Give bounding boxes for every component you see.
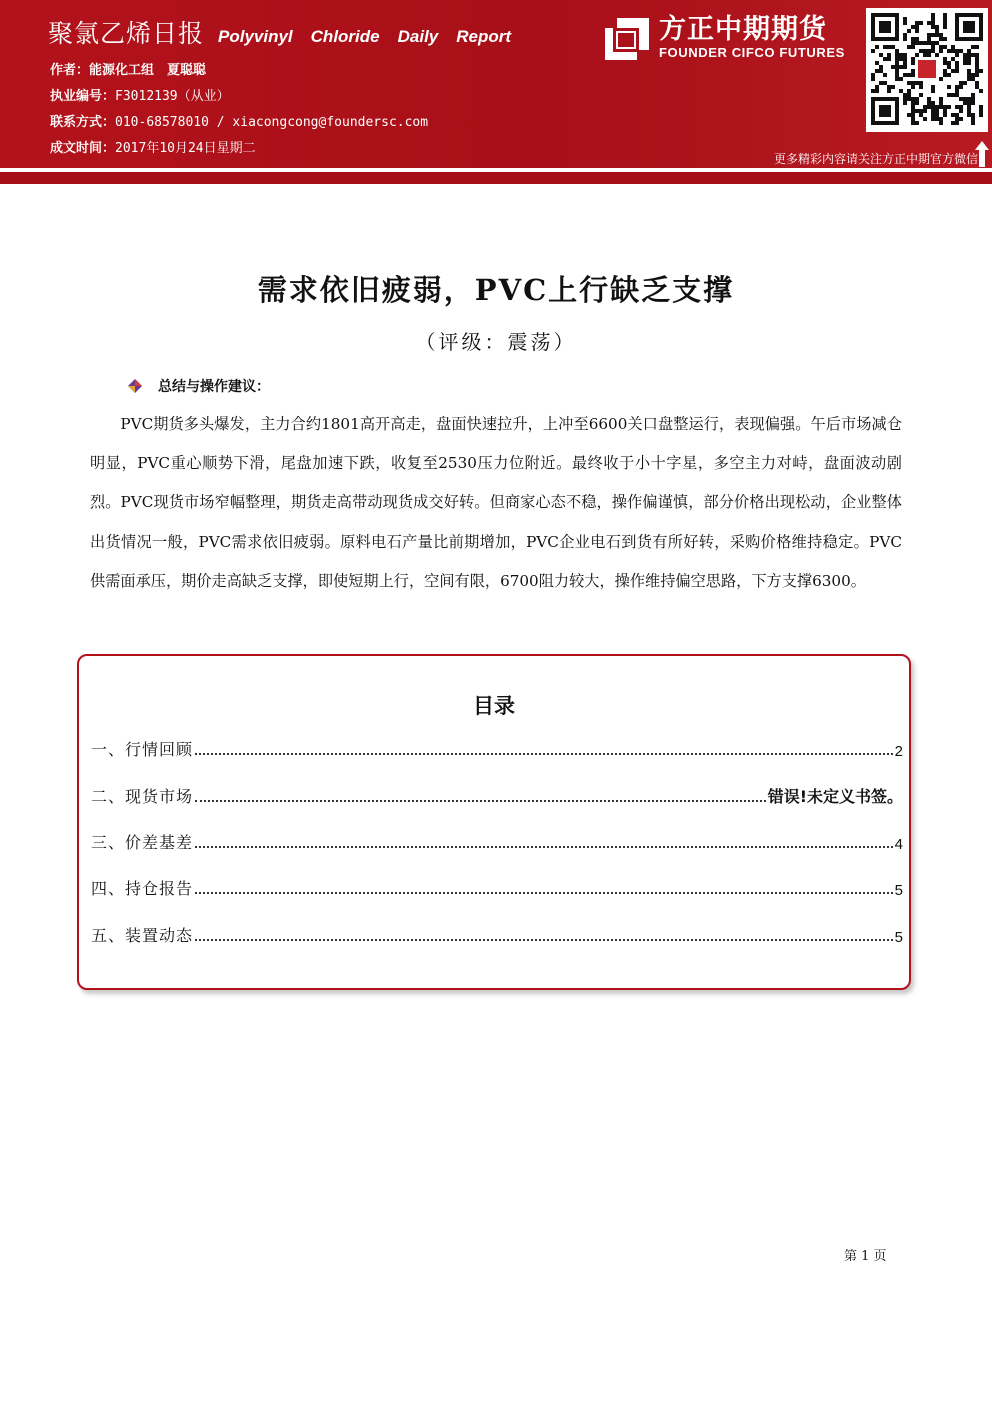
toc-entry-label: 一、行情回顾 <box>91 740 194 759</box>
toc-entry[interactable] <box>91 922 903 946</box>
meta-value: 2017年10月24日星期二 <box>115 141 256 156</box>
report-title-en-word: Polyvinyl <box>218 27 293 46</box>
toc-entry[interactable] <box>91 783 903 807</box>
author-meta <box>50 62 428 166</box>
meta-value: F3012139（从业） <box>115 89 230 104</box>
report-title-cn: 聚氯乙烯日报 <box>48 19 205 48</box>
meta-license <box>50 88 428 114</box>
diamond-bullet-icon <box>128 379 142 393</box>
section-heading-text: 总结与操作建议： <box>158 379 270 395</box>
section-heading <box>128 376 270 396</box>
logo-name-en: FOUNDER CIFCO FUTURES <box>659 45 845 60</box>
header-divider <box>0 172 992 184</box>
toc-entry-label: 四、持仓报告 <box>91 879 194 898</box>
table-of-contents <box>77 654 911 990</box>
summary-paragraph: PVC期货多头爆发，主力合约1801高开高走，盘面快速拉升，上冲至6600关口盘整运行，表现偏强。午后市场减仓明显，PVC重心顺势下滑，尾盘加速下跌，收复至2530压力位附近。最终收于小十字星，多空主力对峙，盘面波动剧烈。PVC现货市场窄幅整理，期货走高带动现货成交好转。但商家心态不稳，操作偏谨慎，部分价格出现松动，企业整体出货情况一般，PVC需求依旧疲弱。原料电石产量比前期增加，PVC企业电石到货有所好转，采购价格维持稳定。PVC供需面承压，期价走高缺乏支撑，即使短期上行，空间有限，6700阻力较大，操作维持偏空思路，下方支撑6300。 <box>90 415 902 590</box>
toc-entry[interactable] <box>91 829 903 853</box>
arrow-up-icon <box>974 140 990 168</box>
document-title: 需求依旧疲弱，PVC上行缺乏支撑 <box>257 273 735 307</box>
qr-code-icon <box>866 8 988 132</box>
page-number: 第 1 页 <box>844 1249 887 1264</box>
report-title-row <box>48 14 511 50</box>
meta-label: 作者： <box>50 63 90 78</box>
toc-entry-label: 二、现货市场 <box>91 787 194 806</box>
toc-leader-dots <box>195 892 893 894</box>
toc-leader-dots <box>195 800 766 802</box>
company-logo <box>603 14 845 62</box>
meta-contact <box>50 114 428 140</box>
meta-label: 联系方式： <box>50 115 116 130</box>
toc-entry-label: 五、装置动态 <box>91 926 194 945</box>
follow-wechat-text: 更多精彩内容请关注方正中期官方微信 <box>773 152 978 166</box>
document-rating: （评级：震荡） <box>415 330 577 354</box>
toc-leader-dots <box>195 939 893 941</box>
toc-entry[interactable] <box>91 875 903 899</box>
toc-entry[interactable] <box>91 736 903 760</box>
toc-entry-page: 错误!未定义书签。 <box>767 787 903 806</box>
meta-value: 能源化工组 夏聪聪 <box>89 63 207 78</box>
meta-date <box>50 140 428 166</box>
toc-title: 目录 <box>473 694 515 718</box>
toc-leader-dots <box>195 753 893 755</box>
toc-entry-page: 5 <box>894 882 903 899</box>
toc-entry-label: 三、价差基差 <box>91 833 194 852</box>
toc-leader-dots <box>195 846 893 848</box>
report-title-en-word: Report <box>456 27 512 46</box>
report-title-en-word: Chloride <box>310 27 380 46</box>
meta-value: 010-68578010 / xiacongcong@foundersc.com <box>115 115 429 130</box>
toc-entry-page: 4 <box>894 836 903 853</box>
report-header <box>0 0 992 168</box>
report-title-en-word: Daily <box>397 27 439 46</box>
meta-label: 成文时间： <box>50 141 116 156</box>
toc-entry-page: 5 <box>894 929 903 946</box>
meta-label: 执业编号： <box>50 89 116 104</box>
meta-author <box>50 62 428 88</box>
logo-name-cn: 方正中期期货 <box>659 14 827 45</box>
report-title-en <box>218 27 511 47</box>
founder-logo-icon <box>603 14 651 62</box>
toc-entry-page: 2 <box>894 743 903 760</box>
